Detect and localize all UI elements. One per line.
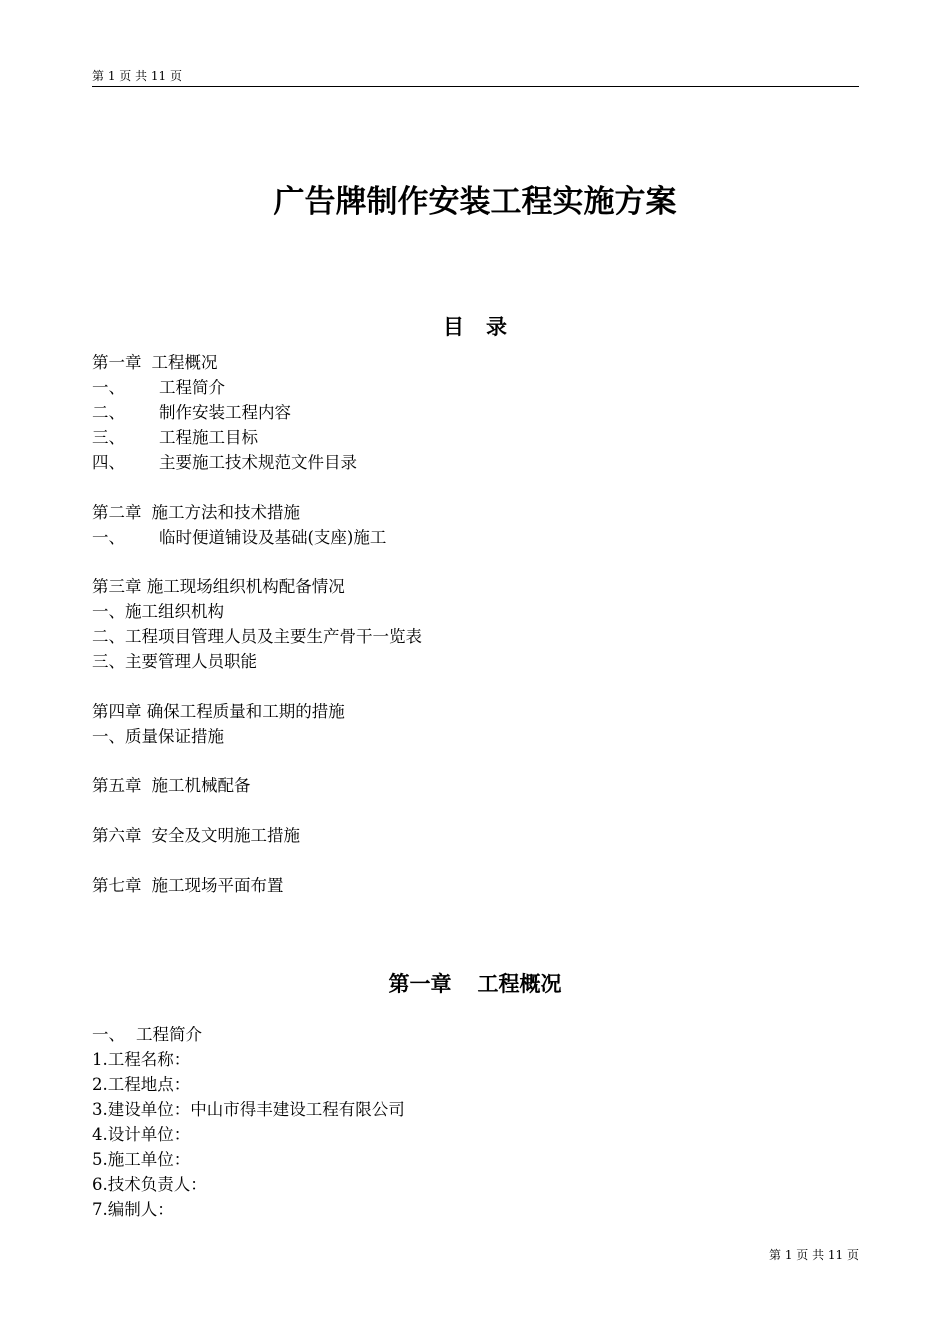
- toc-item-num: 二、: [92, 403, 125, 422]
- field-project-location: 2.工程地点：: [92, 1075, 191, 1094]
- spacer: [92, 550, 852, 575]
- toc-chapter-7[interactable]: [92, 873, 852, 898]
- toc-chapter-label: 第七章: [92, 875, 142, 895]
- spacer: [92, 749, 852, 774]
- toc-item[interactable]: [92, 400, 852, 425]
- spacer: [92, 798, 852, 823]
- toc-item-text: 主要施工技术规范文件目录: [159, 453, 357, 472]
- toc-chapter-name: 施工机械配备: [151, 776, 251, 796]
- toc-heading-right: 录: [486, 314, 507, 339]
- toc-chapter-label: 第一章: [92, 353, 142, 372]
- page-footer: [769, 1247, 859, 1263]
- table-of-contents: [92, 350, 852, 898]
- toc-item[interactable]: [92, 450, 852, 475]
- section-num: 一、: [92, 1025, 125, 1044]
- field-designer: 4.设计单位：: [92, 1125, 191, 1144]
- document-title: 广告牌制作安装工程实施方案: [273, 184, 677, 220]
- toc-item-text: 临时便道铺设及基础(支座)施工: [159, 527, 387, 547]
- toc-item-num: 三、: [92, 428, 125, 447]
- toc-item[interactable]: [92, 525, 852, 550]
- toc-item[interactable]: [92, 425, 852, 450]
- chapter-name: 工程概况: [477, 971, 562, 996]
- toc-chapter-5[interactable]: [92, 773, 852, 798]
- header-page-label: 第 1 页 共 11 页: [92, 69, 182, 83]
- field-project-name: 1.工程名称：: [92, 1050, 191, 1069]
- toc-chapter-4[interactable]: 第四章 确保工程质量和工期的措施: [92, 701, 345, 721]
- chapter-1-body: [92, 1022, 852, 1222]
- spacer: [92, 848, 852, 873]
- field-owner: 3.建设单位：中山市得丰建设工程有限公司: [92, 1100, 405, 1119]
- toc-chapter-label: 第二章: [92, 502, 142, 522]
- toc-chapter-2[interactable]: [92, 500, 852, 525]
- page-header: [92, 68, 859, 87]
- field-tech-lead: 6.技术负责人：: [92, 1175, 207, 1194]
- field-contractor: 5.施工单位：: [92, 1150, 191, 1169]
- toc-heading: [0, 312, 950, 342]
- toc-chapter-name: 安全及文明施工措施: [151, 825, 300, 845]
- section-heading: [92, 1022, 852, 1047]
- field-author: 7.编制人：: [92, 1200, 174, 1219]
- spacer: [92, 475, 852, 500]
- toc-chapter-name: 工程概况: [151, 353, 218, 372]
- toc-item[interactable]: 一、质量保证措施: [92, 726, 224, 746]
- toc-item[interactable]: 二、工程项目管理人员及主要生产骨干一览表: [92, 627, 422, 647]
- toc-item-text: 工程施工目标: [159, 428, 258, 447]
- toc-chapter-3[interactable]: 第三章 施工现场组织机构配备情况: [92, 577, 345, 597]
- toc-heading-left: 目: [443, 314, 464, 339]
- toc-item-num: 一、: [92, 378, 125, 397]
- toc-item-text: 工程简介: [159, 378, 225, 397]
- toc-item[interactable]: 一、施工组织机构: [92, 602, 224, 622]
- footer-page-label: 第 1 页 共 11 页: [769, 1248, 859, 1262]
- toc-item[interactable]: [92, 375, 852, 400]
- section-text: 工程简介: [136, 1025, 202, 1044]
- toc-chapter-6[interactable]: [92, 823, 852, 848]
- toc-item-num: 四、: [92, 453, 125, 472]
- toc-item-num: 一、: [92, 527, 125, 547]
- spacer: [92, 674, 852, 699]
- chapter-1-heading: [0, 968, 950, 1000]
- toc-item-text: 制作安装工程内容: [159, 403, 291, 422]
- toc-item[interactable]: 三、主要管理人员职能: [92, 652, 257, 672]
- toc-chapter-name: 施工现场平面布置: [151, 875, 284, 895]
- toc-chapter-name: 施工方法和技术措施: [151, 502, 300, 522]
- toc-chapter-1[interactable]: [92, 350, 852, 375]
- chapter-label: 第一章: [388, 971, 452, 996]
- toc-chapter-label: 第六章: [92, 825, 142, 845]
- toc-chapter-label: 第五章: [92, 776, 142, 796]
